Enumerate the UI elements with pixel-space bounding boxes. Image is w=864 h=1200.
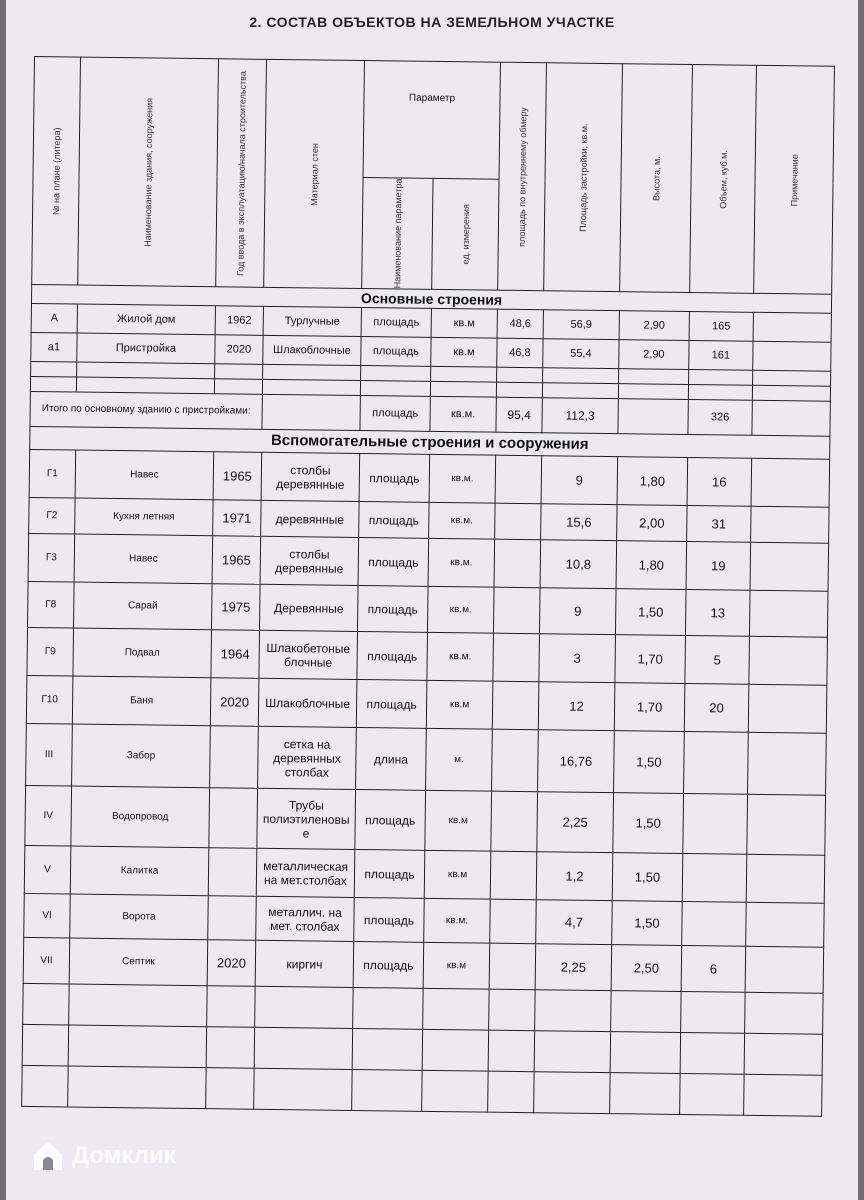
header-material: Материал стен: [264, 59, 365, 288]
cell-inner: [493, 633, 540, 682]
cell-note: [751, 458, 830, 507]
cell-note: [745, 946, 824, 993]
cell-name: Калитка: [70, 846, 209, 896]
cell-name: Ворота: [70, 894, 209, 940]
cell-material: Шлакоблочные: [258, 678, 357, 727]
cell-param: площадь: [355, 789, 426, 850]
cell-built: 2,25: [535, 944, 612, 991]
cell-height: 1,50: [613, 793, 684, 854]
document-sheet: [6, 0, 858, 1200]
cell-volume: 19: [686, 542, 751, 591]
cell-volume: 6: [681, 945, 746, 992]
cell-year: 1965: [212, 536, 261, 585]
cell-year: 1975: [212, 584, 261, 631]
cell-height: 2,50: [611, 945, 682, 992]
cell-name: Пристройка: [77, 333, 215, 364]
cell-note: [748, 684, 827, 733]
cell-name: Септик: [69, 938, 208, 986]
cell-height: 1,80: [616, 541, 687, 590]
cell-litera: VII: [23, 937, 70, 984]
cell-year: 1971: [213, 500, 261, 537]
cell-built: 2,25: [537, 792, 614, 853]
cell-built: 9: [541, 456, 618, 505]
cell-param: площадь: [354, 897, 425, 942]
total-built: 112,3: [542, 398, 618, 434]
header-volume: Объем, куб.м.: [690, 65, 757, 294]
header-litera: № на плане (литера): [32, 57, 81, 286]
cell-height: 1,50: [614, 731, 685, 794]
cell-year: [210, 726, 259, 789]
cell-inner: 48,6: [497, 309, 543, 339]
cell-height: 2,00: [617, 505, 687, 542]
cell-year: [209, 788, 258, 849]
cell-built: 16,76: [538, 730, 615, 793]
cell-material: Шлакоблочные: [263, 335, 361, 365]
cell-inner: [493, 587, 540, 634]
cell-note: [753, 312, 831, 342]
document-title: 2. СОСТАВ ОБЪЕКТОВ НА ЗЕМЕЛЬНОМ УЧАСТКЕ: [249, 14, 615, 30]
cell-param: площадь: [359, 502, 429, 539]
cell-param: площадь: [359, 454, 430, 503]
cell-built: 55,4: [543, 339, 619, 369]
cell-material: столбы деревянные: [261, 452, 360, 501]
cell-note: [746, 854, 825, 903]
header-parameter: Параметр: [363, 61, 500, 180]
cell-built: 1,2: [536, 852, 613, 901]
header-built-area: Площадь застройки, кв.м.: [544, 63, 623, 292]
cell-height: 1,80: [617, 457, 688, 506]
cell-material: Турлучные: [263, 306, 361, 336]
cell-param: площадь: [356, 679, 427, 728]
cell-param: площадь: [353, 941, 424, 988]
cell-litera: Г8: [28, 581, 75, 628]
cell-inner: [489, 943, 536, 990]
cell-unit: кв.м: [431, 308, 497, 338]
cell-volume: 31: [687, 506, 751, 543]
empty-row: [22, 1065, 822, 1116]
cell-name: Навес: [74, 534, 213, 584]
cell-volume: 16: [687, 458, 752, 507]
cell-unit: кв.м.: [429, 502, 495, 539]
cell-param: площадь: [358, 538, 429, 587]
header-unit: ед. измерения: [432, 178, 499, 290]
cell-unit: кв.м: [426, 680, 493, 729]
cell-name: Забор: [72, 724, 211, 788]
cell-note: [753, 341, 831, 371]
header-height: Высота, м.: [620, 64, 693, 293]
cell-material: Деревянные: [260, 584, 359, 631]
cell-volume: 161: [689, 341, 753, 371]
cell-litera: III: [26, 723, 73, 786]
cell-note: [748, 732, 827, 795]
total-inner: 95,4: [496, 397, 542, 433]
cell-height: 1,70: [615, 635, 686, 684]
cell-unit: кв.м.: [427, 586, 494, 633]
cell-volume: [683, 793, 748, 854]
cell-unit: кв.м: [425, 790, 492, 851]
cell-built: 12: [538, 682, 615, 731]
cell-unit: кв.м.: [427, 632, 494, 681]
cell-height: 1,50: [612, 901, 683, 946]
cell-name: Сарай: [74, 582, 213, 630]
cell-name: Кухня летняя: [75, 498, 213, 536]
cell-year: 2020: [215, 335, 263, 365]
cell-unit: кв.м.: [424, 898, 491, 943]
cell-inner: [495, 455, 542, 504]
cell-year: 1965: [213, 452, 262, 501]
cell-litera: А: [31, 303, 77, 333]
cell-inner: [491, 791, 538, 852]
cell-inner: [490, 899, 537, 944]
cell-name: Навес: [75, 450, 214, 500]
cell-param: площадь: [357, 631, 428, 680]
cell-inner: [492, 729, 539, 792]
cell-note: [749, 636, 828, 685]
table-row: [25, 785, 826, 855]
cell-year: 2020: [207, 940, 256, 987]
cell-height: 1,70: [614, 683, 685, 732]
total-label: Итого по основному зданию с пристройками:: [30, 391, 262, 429]
cell-unit: кв.м.: [428, 538, 495, 587]
cell-height: 2,90: [619, 340, 689, 370]
cell-built: 56,9: [543, 310, 619, 340]
cell-volume: 13: [685, 590, 750, 637]
cell-param: площадь: [361, 308, 431, 338]
cell-built: 10,8: [540, 540, 617, 589]
cell-inner: [490, 851, 537, 900]
section-main: Основные строения: [31, 284, 831, 313]
cell-litera: VI: [24, 893, 71, 938]
cell-material: сетка на деревянных столбах: [258, 726, 357, 789]
cell-litera: Г10: [26, 675, 73, 724]
cell-material: Шлакобетоные блочные: [259, 630, 358, 679]
cell-unit: кв.м.: [429, 454, 496, 503]
total-volume: 326: [688, 400, 752, 436]
table-row: [26, 723, 827, 795]
cell-year: 1962: [215, 306, 263, 336]
cell-material: деревянные: [261, 500, 359, 537]
cell-material: металлич. на мет. столбах: [256, 896, 355, 941]
cell-built: 3: [539, 634, 616, 683]
cell-volume: 5: [685, 636, 750, 685]
cell-material: столбы деревянные: [260, 536, 359, 585]
cell-name: Жилой дом: [77, 304, 215, 335]
header-year: Год ввода в эксплуатацию/начала строительства: [216, 59, 267, 288]
cell-built: 9: [539, 588, 616, 635]
cell-name: Водопровод: [71, 786, 210, 848]
cell-inner: [492, 681, 539, 730]
cell-note: [746, 902, 825, 947]
house-icon: [30, 1138, 66, 1174]
header-name: Наименование здания, сооружения: [78, 57, 219, 287]
objects-table: [21, 56, 835, 1117]
cell-material: металлическая на мет.столбах: [256, 848, 355, 897]
total-param: площадь: [360, 396, 430, 432]
cell-litera: V: [24, 845, 71, 894]
cell-unit: м.: [426, 728, 493, 791]
cell-param: площадь: [357, 585, 428, 632]
section-aux: Вспомогательные строения и сооружения: [30, 426, 830, 459]
cell-inner: 46,8: [497, 338, 543, 368]
cell-height: 1,50: [615, 589, 686, 636]
header-row: [33, 57, 834, 184]
cell-unit: кв.м: [423, 942, 490, 989]
watermark-text: Домклик: [72, 1142, 176, 1169]
watermark: [30, 1138, 176, 1174]
cell-year: 1964: [211, 630, 260, 679]
header-inner-area: площадь по внутреннему обмеру: [498, 62, 547, 291]
cell-name: Подвал: [73, 628, 212, 678]
cell-built: 4,7: [536, 900, 613, 945]
cell-param: площадь: [354, 849, 425, 898]
cell-year: 2020: [210, 678, 259, 727]
cell-inner: [495, 503, 541, 540]
cell-volume: [682, 901, 747, 946]
cell-note: [750, 542, 829, 591]
cell-volume: [684, 731, 749, 794]
cell-volume: 20: [684, 683, 749, 732]
cell-note: [747, 794, 826, 855]
cell-unit: кв.м: [431, 337, 497, 367]
cell-volume: 165: [689, 312, 753, 342]
cell-year: [208, 896, 257, 941]
cell-height: 1,50: [612, 853, 683, 902]
cell-litera: IV: [25, 785, 72, 846]
cell-litera: Г1: [29, 449, 76, 498]
cell-param: площадь: [361, 337, 431, 367]
cell-litera: а1: [31, 332, 77, 362]
cell-unit: кв.м: [424, 850, 491, 899]
cell-litera: Г2: [29, 497, 75, 534]
total-unit: кв.м.: [430, 396, 496, 432]
cell-litera: Г3: [28, 533, 75, 582]
cell-param: длина: [356, 727, 427, 790]
cell-note: [751, 506, 829, 543]
cell-litera: Г9: [27, 627, 74, 676]
header-note: Примечание: [754, 65, 835, 294]
cell-volume: [682, 853, 747, 902]
cell-height: 2,90: [619, 311, 689, 341]
cell-material: Трубы полиэтиленовы е: [257, 788, 356, 849]
cell-year: [208, 848, 257, 897]
cell-name: Баня: [72, 676, 211, 726]
header-param-name: Наименование параметра: [362, 178, 433, 290]
cell-inner: [494, 539, 541, 588]
cell-material: киргич: [255, 940, 354, 987]
cell-built: 15,6: [541, 504, 617, 541]
cell-note: [749, 590, 828, 637]
